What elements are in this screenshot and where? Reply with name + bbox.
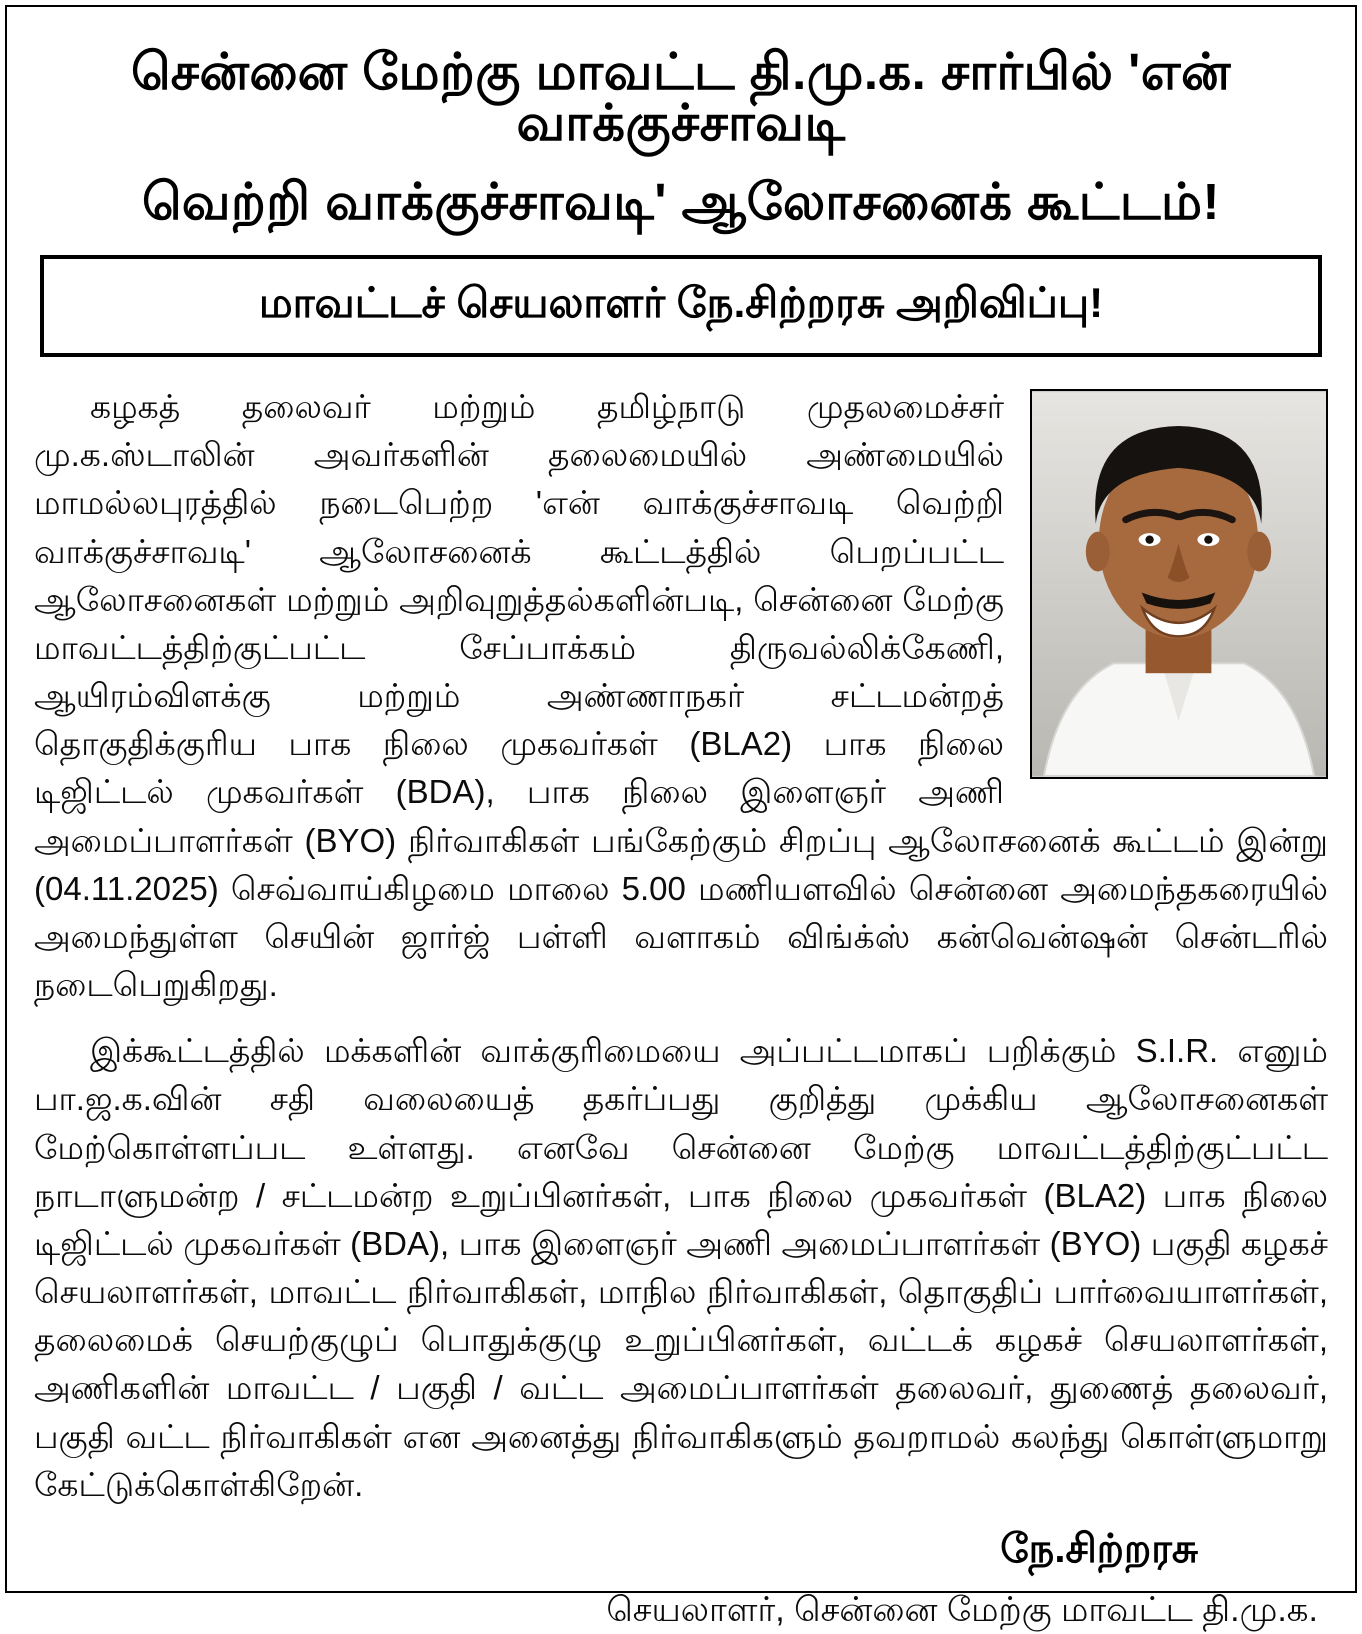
paragraph-2-text: இக்கூட்டத்தில் மக்களின் வாக்குரிமையை அப்பட்டமாகப் பறிக்கும் S.I.R. எனும் பா.ஜ.க.வின் சதி வலையைத் தகர்ப்பது குறித்து முக்கிய ஆலோசனைகள் மேற்கொள்ளப்பட உள்ளது. எனவே சென்னை மேற்கு மாவட்டத்திற்குட்பட்ட நாடாளுமன்ற / சட்டமன்ற உறுப்பினர்கள், பாக நிலை முகவர்கள் (BLA2) பாக நிலை டிஜிட்டல் முகவர்கள் (BDA), பாக இளைஞர் அணி அமைப்பாளர்கள் (BYO) பகுதி கழகச் செயலாளர்கள், மாவட்ட நிர்வாகிகள், மாநில நிர்வாகிகள், தொகுதிப் பார்வையாளர்கள், தலைமைக் செயற்குழுப் பொதுக்குழு உறுப்பினர்கள், வட்டக் கழகச் செயலாளர்கள், அணிகளின் மாவட்ட / பகுதி / வட்ட அமைப்பாளர்கள் தலைவர், துணைத் தலைவர், பகுதி வட்ட நிர்வாகிகள் என அனைத்து நிர்வாகிகளும் தவறாமல் கலந்து கொள்ளுமாறு கேட்டுக்கொள்கிறேன். [34, 1032, 1328, 1503]
subhead-box [40, 255, 1322, 357]
headline-line-2: வெற்றி வாக்குச்சாவடி' ஆலோசனைக் கூட்டம்! [142, 173, 1220, 230]
paragraph-1-text: கழகத் தலைவர் மற்றும் தமிழ்நாடு முதலமைச்சர் மு.க.ஸ்டாலின் அவர்களின் தலைமையில் அண்மையில் மாமல்லபுரத்தில் நடைபெற்ற 'என் வாக்குச்சாவடி வெற்றி வாக்குச்சாவடி' ஆலோசனைக் கூட்டத்தில் பெறப்பட்ட ஆலோசனைகள் மற்றும் அறிவுறுத்தல்களின்படி, சென்னை மேற்கு மாவட்டத்திற்குட்பட்ட சேப்பாக்கம் திருவல்லிக்கேணி, ஆயிரம்விளக்கு மற்றும் அண்ணாநகர் சட்டமன்றத் தொகுதிக்குரிய பாக நிலை முகவர்கள் (BLA2) பாக நிலை டிஜிட்டல் முகவர்கள் (BDA), பாக நிலை இளைஞர் அணி அமைப்பாளர்கள் (BYO) நிர்வாகிகள் பங்கேற்கும் சிறப்பு ஆலோசனைக் கூட்டம் இன்று (04.11.2025) செவ்வாய்கிழமை மாலை 5.00 மணியளவில் சென்னை அமைந்தகரையில் அமைந்துள்ள செயின் ஜார்ஜ் பள்ளி வளாகம் விங்க்ஸ் கன்வென்ஷன் சென்டரில் நடைபெறுகிறது. [34, 388, 1328, 1004]
headline-line-1: சென்னை மேற்கு மாவட்ட தி.மு.க. சார்பில் 'என் வாக்குச்சாவடி [131, 43, 1231, 151]
article-body [34, 383, 1328, 1509]
signature-title: செயலாளர், சென்னை மேற்கு மாவட்ட தி.மு.க. [606, 1590, 1318, 1629]
signature-name: நே.சிற்றரசு [1000, 1526, 1198, 1571]
signature-block [34, 1527, 1328, 1634]
portrait-photo-graphic [1032, 391, 1326, 777]
headline [34, 32, 1328, 241]
paragraph-2 [34, 1027, 1328, 1509]
paragraph-1 [34, 383, 1328, 1009]
subhead-text: மாவட்டச் செயலாளர் நே.சிற்றரசு அறிவிப்பு! [258, 279, 1104, 326]
portrait-photo [1030, 389, 1328, 779]
